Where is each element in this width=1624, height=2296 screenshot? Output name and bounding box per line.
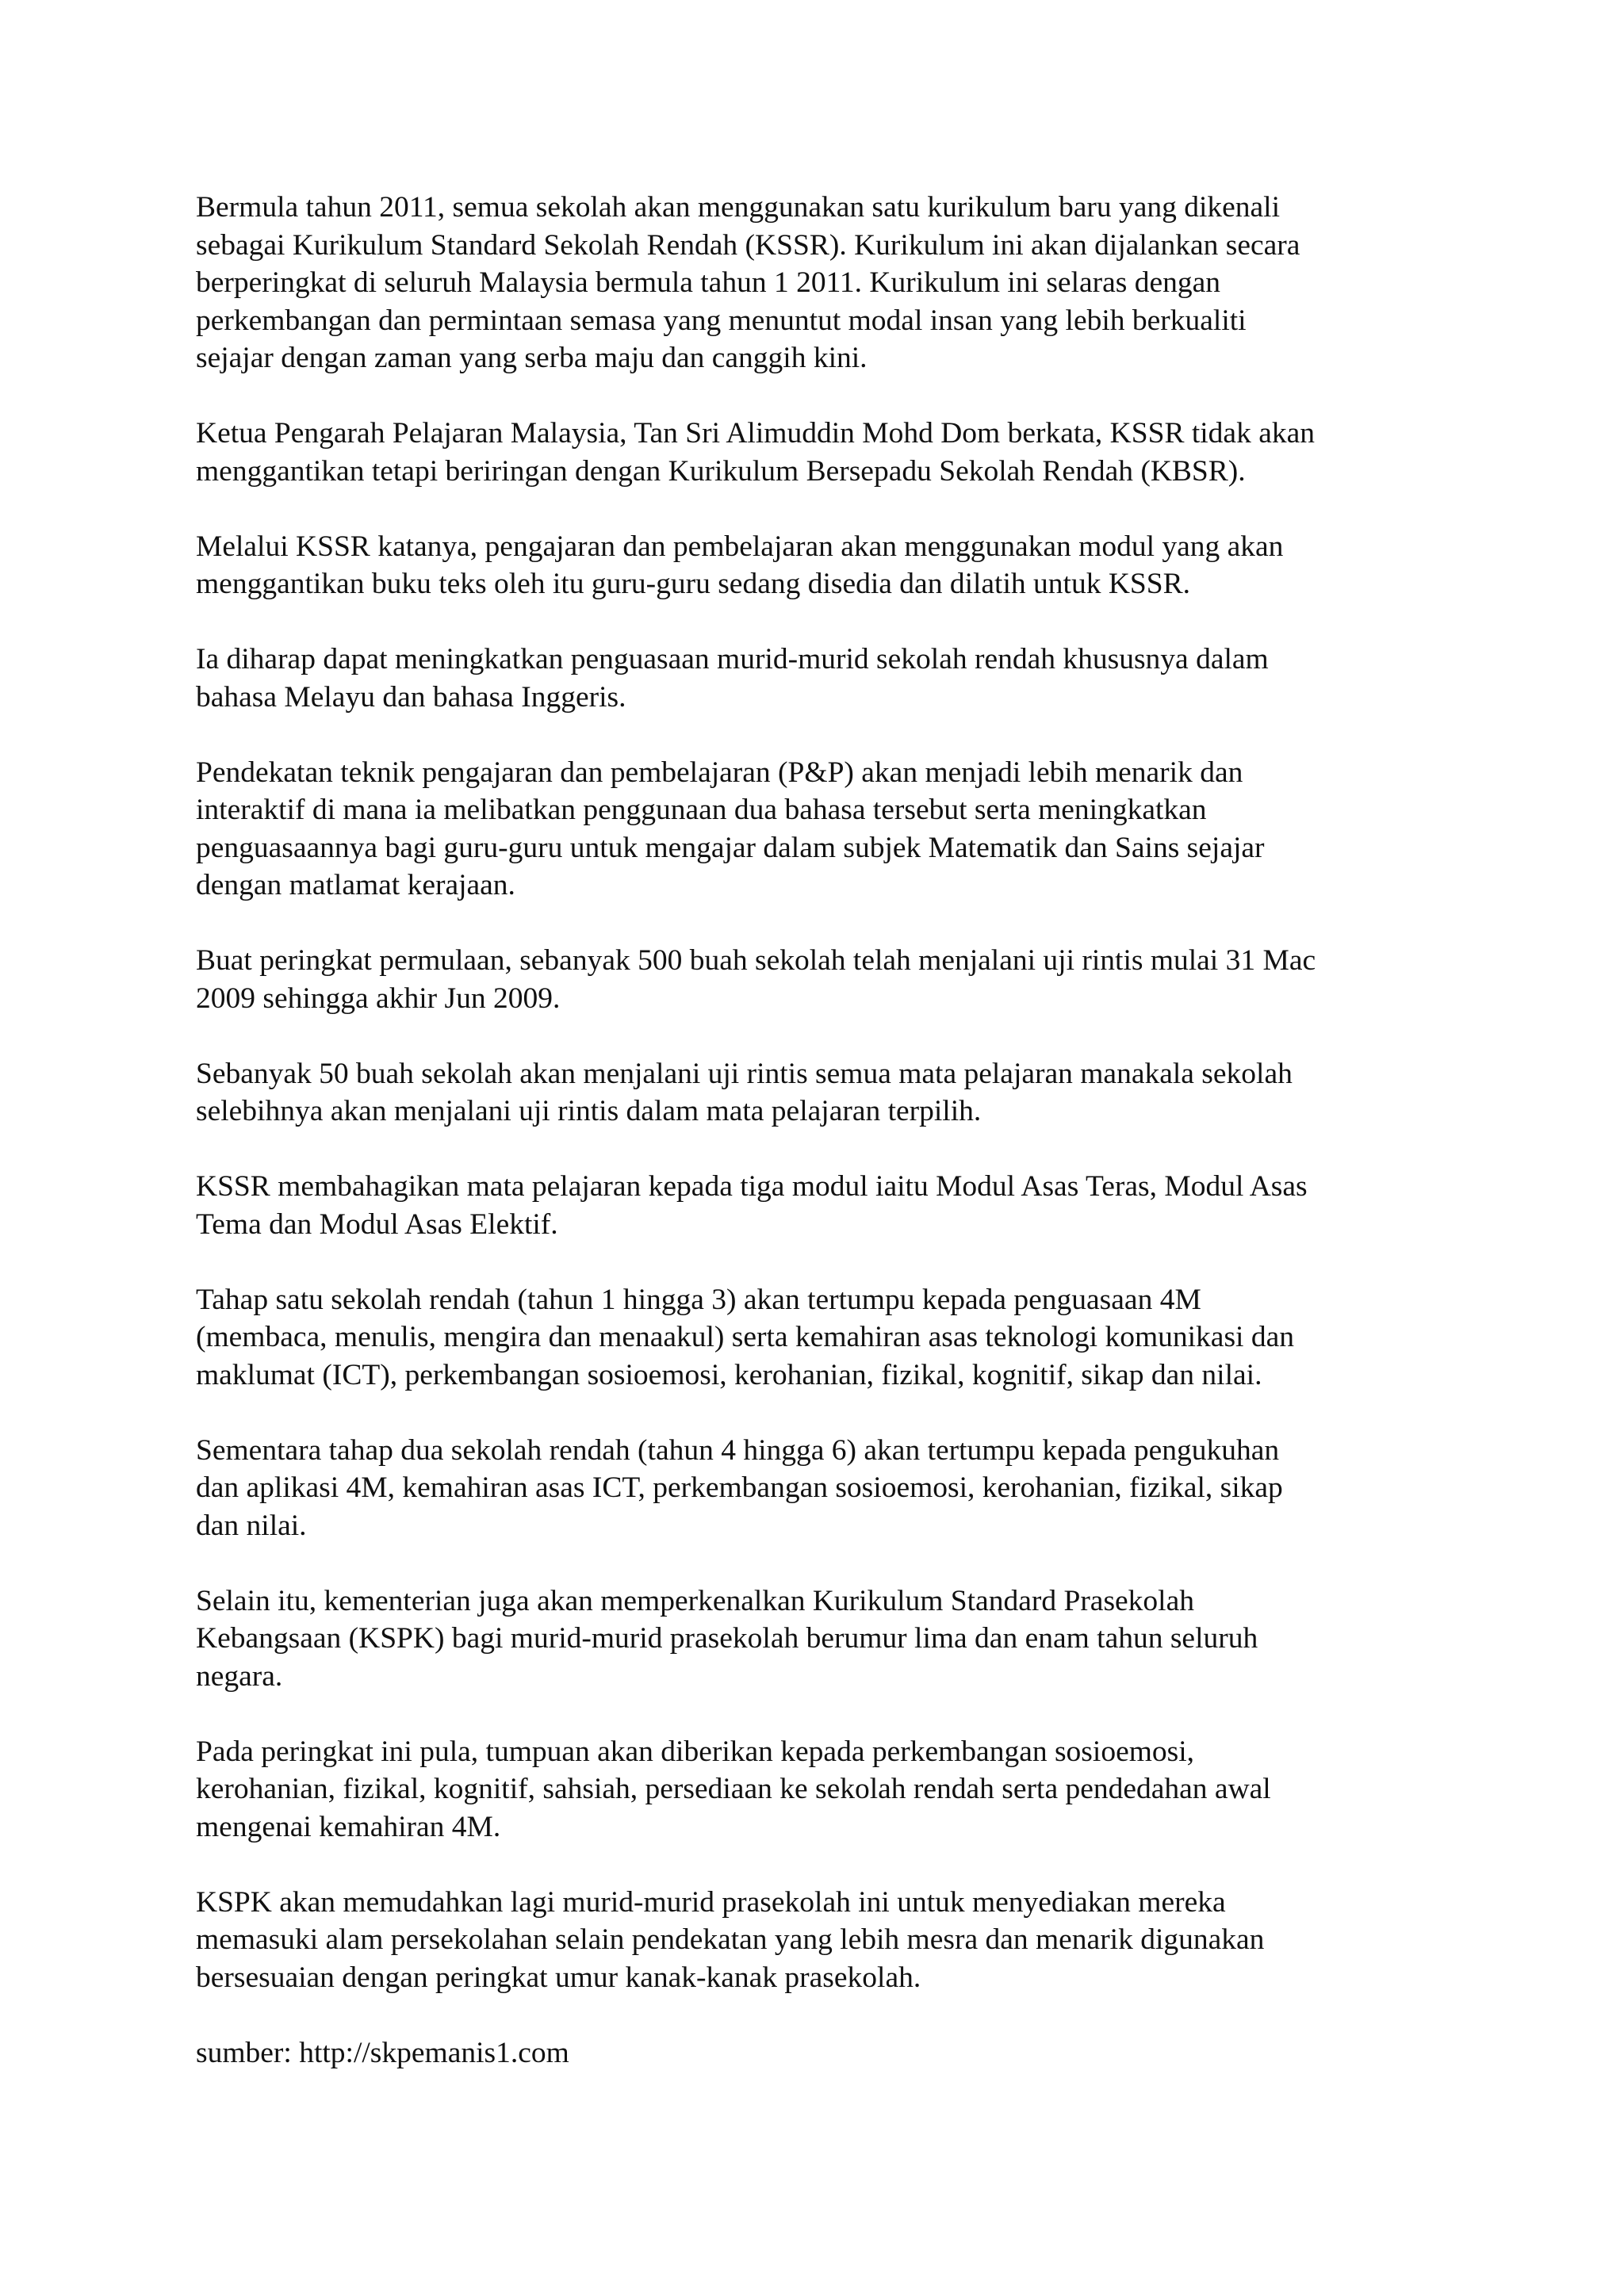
document-body [196, 189, 1449, 2072]
paragraph-10: Sementara tahap dua sekolah rendah (tahun 4 hingga 6) akan tertumpu kepada pengukuhan dan aplikasi 4M, kemahiran asas ICT, perkembangan sosioemosi, kerohanian, fizikal, sikap dan nilai. [196, 1433, 1283, 1542]
paragraph-12: Pada peringkat ini pula, tumpuan akan diberikan kepada perkembangan sosioemosi, kerohanian, fizikal, kognitif, sahsiah, persediaan ke sekolah rendah serta pendedahan awal mengenai kemahiran 4M. [196, 1735, 1271, 1843]
paragraph-6: Buat peringkat permulaan, sebanyak 500 buah sekolah telah menjalani uji rintis mulai 31 Mac 2009 sehingga akhir Jun 2009. [196, 944, 1316, 1015]
source-citation: sumber: http://skpemanis1.com [196, 2036, 569, 2069]
paragraph-9: Tahap satu sekolah rendah (tahun 1 hingga 3) akan tertumpu kepada penguasaan 4M (membaca, menulis, mengira dan menaakul) serta kemahiran asas teknologi komunikasi dan maklumat (ICT), perkembangan sosioemosi, kerohanian, fizikal, kognitif, sikap dan nilai. [196, 1283, 1294, 1391]
paragraph-11: Selain itu, kementerian juga akan memperkenalkan Kurikulum Standard Prasekolah Kebangsaan (KSPK) bagi murid-murid prasekolah berumur lima dan enam tahun seluruh negara. [196, 1584, 1258, 1693]
paragraph-3: Melalui KSSR katanya, pengajaran dan pembelajaran akan menggunakan modul yang akan menggantikan buku teks oleh itu guru-guru sedang disedia dan dilatih untuk KSSR. [196, 530, 1284, 600]
paragraph-2: Ketua Pengarah Pelajaran Malaysia, Tan Sri Alimuddin Mohd Dom berkata, KSSR tidak akan menggantikan tetapi beriringan dengan Kurikulum Bersepadu Sekolah Rendah (KBSR). [196, 417, 1315, 488]
paragraph-13: KSPK akan memudahkan lagi murid-murid prasekolah ini untuk menyediakan mereka memasuki alam persekolahan selain pendekatan yang lebih mesra dan menarik digunakan bersesuaian dengan peringkat umur kanak-kanak prasekolah. [196, 1885, 1265, 1994]
paragraph-5: Pendekatan teknik pengajaran dan pembelajaran (P&P) akan menjadi lebih menarik dan interaktif di mana ia melibatkan penggunaan dua bahasa tersebut serta meningkatkan penguasaannya bagi guru-guru untuk mengajar dalam subjek Matematik dan Sains sejajar dengan matlamat kerajaan. [196, 756, 1265, 901]
paragraph-1: Bermula tahun 2011, semua sekolah akan menggunakan satu kurikulum baru yang dikenali sebagai Kurikulum Standard Sekolah Rendah (KSSR). Kurikulum ini akan dijalankan secara berperingkat di seluruh Malaysia bermula tahun 1 2011. Kurikulum ini selaras dengan perkembangan dan permintaan semasa yang menuntut modal insan yang lebih berkualiti sejajar dengan zaman yang serba maju dan canggih kini. [196, 191, 1300, 374]
paragraph-7: Sebanyak 50 buah sekolah akan menjalani uji rintis semua mata pelajaran manakala sekolah selebihnya akan menjalani uji rintis dalam mata pelajaran terpilih. [196, 1057, 1293, 1127]
paragraph-4: Ia diharap dapat meningkatkan penguasaan murid-murid sekolah rendah khususnya dalam bahasa Melayu dan bahasa Inggeris. [196, 643, 1269, 714]
paragraph-8: KSSR membahagikan mata pelajaran kepada tiga modul iaitu Modul Asas Teras, Modul Asas Tema dan Modul Asas Elektif. [196, 1170, 1308, 1241]
